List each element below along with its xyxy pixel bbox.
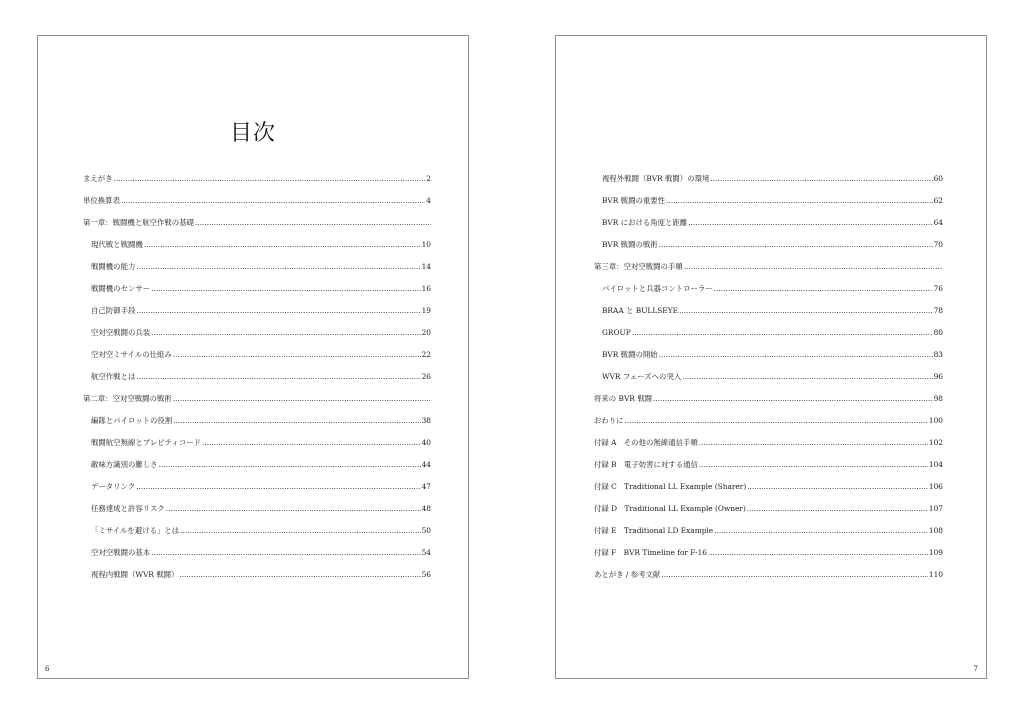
toc-entry-page: 22 bbox=[421, 350, 431, 359]
toc-entry-page: 4 bbox=[426, 196, 431, 205]
toc-entry[interactable] bbox=[594, 438, 943, 460]
toc-entry[interactable] bbox=[83, 460, 431, 482]
toc-entry[interactable] bbox=[594, 350, 943, 372]
toc-entry-label: 任務達成と許容リスク bbox=[91, 504, 165, 513]
toc-entry[interactable] bbox=[83, 262, 431, 284]
toc-entry[interactable] bbox=[594, 306, 943, 328]
dot-leader bbox=[684, 262, 943, 271]
dot-leader bbox=[682, 372, 932, 381]
toc-entry[interactable] bbox=[594, 196, 943, 218]
toc-entry-label: 空対空ミサイルの仕組み bbox=[91, 350, 172, 359]
dot-leader bbox=[679, 306, 933, 315]
toc-entry-page: 64 bbox=[933, 218, 943, 227]
toc-entry[interactable] bbox=[594, 394, 943, 416]
toc-entry-page: 47 bbox=[421, 482, 431, 491]
dot-leader bbox=[151, 548, 420, 557]
toc-entry[interactable] bbox=[83, 482, 431, 504]
dot-leader bbox=[173, 394, 431, 403]
dot-leader bbox=[180, 526, 420, 535]
toc-entry-label: 空対空戦闘の兵装 bbox=[91, 328, 151, 337]
toc-entry-label: 第二章：空対空戦闘の戦術 bbox=[83, 394, 172, 403]
dot-leader bbox=[114, 174, 426, 183]
toc-entry-page: 40 bbox=[421, 438, 431, 447]
toc-entry[interactable] bbox=[594, 372, 943, 394]
dot-leader bbox=[699, 460, 928, 469]
toc-entry-page: 78 bbox=[933, 306, 943, 315]
toc-entry[interactable] bbox=[83, 306, 431, 328]
toc-entry-label: 「ミサイルを避ける」とは bbox=[91, 526, 180, 535]
dot-leader bbox=[714, 526, 928, 535]
dot-leader bbox=[653, 394, 933, 403]
toc-entry-label: BRAA と BULLSEYE bbox=[602, 306, 678, 315]
toc-entry-page: 2 bbox=[426, 174, 431, 183]
toc-entry[interactable] bbox=[594, 218, 943, 240]
toc-entry-label: 付録 E Traditional LD Example bbox=[594, 526, 714, 535]
toc-entry[interactable] bbox=[83, 240, 431, 262]
dot-leader bbox=[710, 174, 932, 183]
toc-entry[interactable] bbox=[594, 526, 943, 548]
toc-entry-label: 視程内戦闘（WVR 戦闘） bbox=[91, 570, 179, 579]
dot-leader bbox=[747, 482, 928, 491]
dot-leader bbox=[136, 372, 420, 381]
dot-leader bbox=[666, 196, 933, 205]
toc-entry[interactable] bbox=[594, 174, 943, 196]
toc-entry-page: 62 bbox=[933, 196, 943, 205]
toc-entry[interactable] bbox=[83, 438, 431, 460]
dot-leader bbox=[173, 350, 421, 359]
toc-entry[interactable] bbox=[594, 240, 943, 262]
toc-entry[interactable] bbox=[594, 460, 943, 482]
toc-entry[interactable] bbox=[594, 482, 943, 504]
toc-entry-label: 空対空戦闘の基本 bbox=[91, 548, 151, 557]
toc-entry[interactable] bbox=[594, 284, 943, 306]
dot-leader bbox=[173, 416, 420, 425]
toc-entry-page: 60 bbox=[933, 174, 943, 183]
toc-entry-page: 80 bbox=[933, 328, 943, 337]
dot-leader bbox=[166, 504, 421, 513]
dot-leader bbox=[151, 328, 420, 337]
toc-entry-page: 50 bbox=[421, 526, 431, 535]
toc-entry-page: 104 bbox=[928, 460, 943, 469]
toc-entry-label: 戦闘航空無線とブレビティコード bbox=[91, 438, 201, 447]
toc-entry-label: 航空作戦とは bbox=[91, 372, 136, 381]
toc-entry[interactable] bbox=[83, 548, 431, 570]
toc-entry-label: まえがき bbox=[83, 174, 113, 183]
dot-leader bbox=[714, 284, 933, 293]
toc-entry-page: 108 bbox=[928, 526, 943, 535]
toc-entry[interactable] bbox=[83, 372, 431, 394]
dot-leader bbox=[659, 350, 933, 359]
dot-leader bbox=[159, 460, 421, 469]
toc-entry-label: 付録 F BVR Timeline for F-16 bbox=[594, 548, 707, 557]
toc-chapter[interactable] bbox=[594, 262, 943, 284]
toc-entry-label: 付録 D Traditional LL Example (Owner) bbox=[594, 504, 746, 513]
dot-leader bbox=[699, 438, 928, 447]
toc-entry-label: 将来の BVR 戦闘 bbox=[594, 394, 652, 403]
toc-entry[interactable] bbox=[594, 328, 943, 350]
toc-entry-label: 敵味方識別の難しさ bbox=[91, 460, 158, 469]
toc-entry-label: 戦闘機のセンサー bbox=[91, 284, 151, 293]
toc-entry-label: 付録 B 電子妨害に対する通信 bbox=[594, 460, 698, 469]
toc-entry[interactable] bbox=[83, 526, 431, 548]
toc-entry-page: 98 bbox=[933, 394, 943, 403]
dot-leader bbox=[632, 328, 933, 337]
dot-leader bbox=[661, 570, 928, 579]
toc-entry-page: 10 bbox=[421, 240, 431, 249]
toc-entry-page: 102 bbox=[928, 438, 943, 447]
toc-entry-page: 19 bbox=[421, 306, 431, 315]
toc-entry[interactable] bbox=[594, 504, 943, 526]
toc-entry[interactable] bbox=[83, 416, 431, 438]
toc-entry-page: 83 bbox=[933, 350, 943, 359]
toc-entry-page: 100 bbox=[928, 416, 943, 425]
toc-title: 目次 bbox=[229, 121, 276, 146]
toc-entry-label: BVR 戦闘の戦術 bbox=[602, 240, 658, 249]
page-number: 7 bbox=[973, 665, 978, 673]
toc-chapter[interactable] bbox=[83, 218, 431, 240]
toc-entry[interactable] bbox=[83, 196, 431, 218]
toc-entry-label: GROUP bbox=[602, 328, 631, 337]
toc-entry-page: 109 bbox=[928, 548, 943, 557]
toc-entry-label: BVR 戦闘の開始 bbox=[602, 350, 658, 359]
toc-entry-page: 110 bbox=[928, 570, 943, 579]
dot-leader bbox=[136, 482, 420, 491]
toc-entry-page: 38 bbox=[421, 416, 431, 425]
toc-entry[interactable] bbox=[83, 284, 431, 306]
toc-list-right bbox=[594, 174, 943, 592]
left-page bbox=[37, 35, 469, 679]
toc-list-left bbox=[83, 174, 431, 592]
toc-entry[interactable] bbox=[83, 504, 431, 526]
toc-entry-label: データリンク bbox=[91, 482, 136, 491]
dot-leader bbox=[708, 548, 928, 557]
toc-entry-page: 20 bbox=[421, 328, 431, 337]
toc-entry-label: 戦闘機の能力 bbox=[91, 262, 136, 271]
toc-entry-label: 第一章：戦闘機と航空作戦の基礎 bbox=[83, 218, 194, 227]
dot-leader bbox=[625, 416, 928, 425]
toc-entry-label: 編隊とパイロットの役割 bbox=[91, 416, 173, 425]
toc-chapter[interactable] bbox=[83, 394, 431, 416]
toc-entry[interactable] bbox=[83, 174, 431, 196]
toc-entry-page: 54 bbox=[421, 548, 431, 557]
toc-entry-label: おわりに bbox=[594, 416, 624, 425]
toc-entry[interactable] bbox=[594, 416, 943, 438]
toc-entry-label: WVR フェーズへの突入 bbox=[602, 372, 682, 381]
toc-entry[interactable] bbox=[83, 328, 431, 350]
toc-entry-page: 106 bbox=[928, 482, 943, 491]
toc-entry-label: 視程外戦闘（BVR 戦闘）の環境 bbox=[602, 174, 710, 183]
toc-entry-page: 26 bbox=[421, 372, 431, 381]
toc-entry-label: あとがき / 参考文献 bbox=[594, 570, 661, 579]
toc-entry-page: 44 bbox=[421, 460, 431, 469]
dot-leader bbox=[121, 196, 425, 205]
toc-entry[interactable] bbox=[594, 548, 943, 570]
toc-entry-page: 76 bbox=[933, 284, 943, 293]
toc-entry-page: 70 bbox=[933, 240, 943, 249]
toc-entry-label: 第三章：空対空戦闘の手順 bbox=[594, 262, 683, 271]
page-number: 6 bbox=[45, 665, 50, 673]
toc-entry[interactable] bbox=[594, 570, 943, 592]
right-page bbox=[555, 35, 987, 679]
dot-leader bbox=[151, 284, 420, 293]
toc-entry-label: 単位換算表 bbox=[83, 196, 120, 205]
dot-leader bbox=[195, 218, 431, 227]
toc-entry-page: 107 bbox=[928, 504, 943, 513]
dot-leader bbox=[136, 306, 420, 315]
toc-entry-label: パイロットと兵器コントローラー bbox=[602, 284, 713, 293]
toc-entry-label: 付録 C Traditional LL Example (Sharer) bbox=[594, 482, 747, 491]
toc-entry-page: 16 bbox=[421, 284, 431, 293]
toc-entry-page: 96 bbox=[933, 372, 943, 381]
toc-entry-label: BVR 戦闘の重要性 bbox=[602, 196, 666, 205]
toc-entry-page: 48 bbox=[421, 504, 431, 513]
dot-leader bbox=[136, 262, 420, 271]
dot-leader bbox=[202, 438, 421, 447]
toc-entry-page: 14 bbox=[421, 262, 431, 271]
dot-leader bbox=[688, 218, 932, 227]
dot-leader bbox=[179, 570, 420, 579]
toc-entry-label: 現代戦と戦闘機 bbox=[91, 240, 143, 249]
toc-entry-label: BVR における角度と距離 bbox=[602, 218, 688, 227]
dot-leader bbox=[747, 504, 928, 513]
dot-leader bbox=[659, 240, 933, 249]
toc-entry-label: 付録 A その他の無線通信手順 bbox=[594, 438, 698, 447]
toc-entry[interactable] bbox=[83, 570, 431, 592]
toc-entry[interactable] bbox=[83, 350, 431, 372]
toc-entry-page: 56 bbox=[421, 570, 431, 579]
dot-leader bbox=[144, 240, 421, 249]
toc-entry-label: 自己防御手段 bbox=[91, 306, 136, 315]
